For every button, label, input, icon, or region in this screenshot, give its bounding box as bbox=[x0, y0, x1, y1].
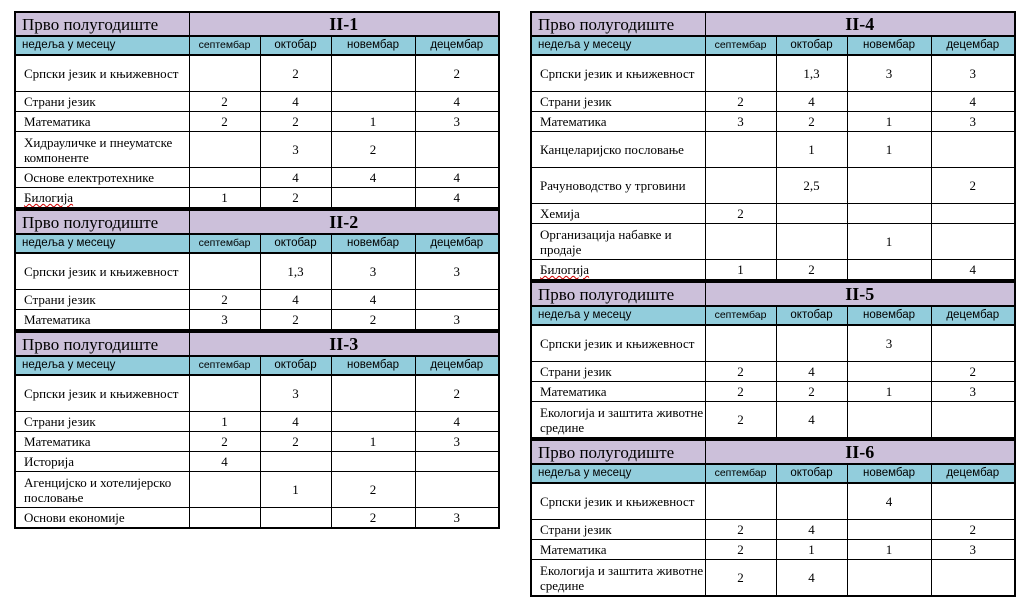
test-week-cell: 1,3 bbox=[260, 253, 331, 290]
test-week-cell: 4 bbox=[260, 168, 331, 188]
week-label: недеља у месецу bbox=[531, 36, 705, 55]
subject-name: Српски језик и књижевност bbox=[24, 386, 179, 401]
week-label: недеља у месецу bbox=[531, 464, 705, 483]
month-header: децембар bbox=[931, 464, 1015, 483]
subject-name: Математика bbox=[540, 384, 607, 399]
subject-cell bbox=[15, 432, 189, 452]
table-row bbox=[15, 412, 499, 432]
left-column bbox=[14, 11, 498, 529]
table-title-row bbox=[15, 332, 499, 356]
test-week-cell bbox=[847, 362, 931, 382]
test-week-cell bbox=[776, 483, 847, 520]
month-header: новембар bbox=[331, 356, 415, 375]
table-row bbox=[15, 132, 499, 168]
test-week-cell bbox=[931, 132, 1015, 168]
subject-name: Организација набавке и продаје bbox=[540, 226, 672, 257]
month-header-row bbox=[531, 306, 1015, 325]
month-header: септембар bbox=[189, 234, 260, 253]
schedule-table-ii-3 bbox=[14, 331, 500, 529]
test-week-cell: 3 bbox=[415, 253, 499, 290]
subject-name: Основи економије bbox=[24, 510, 125, 525]
subject-cell bbox=[531, 560, 705, 597]
test-week-cell: 2 bbox=[260, 310, 331, 331]
table-title-row bbox=[15, 210, 499, 234]
subject-cell bbox=[531, 483, 705, 520]
table-row bbox=[15, 188, 499, 209]
table-row bbox=[15, 310, 499, 331]
test-week-cell: 2 bbox=[776, 112, 847, 132]
test-week-cell: 3 bbox=[847, 325, 931, 362]
subject-name: Српски језик и књижевност bbox=[24, 66, 179, 81]
subject-cell bbox=[531, 168, 705, 204]
test-week-cell bbox=[705, 483, 776, 520]
table-row bbox=[531, 540, 1015, 560]
subject-cell bbox=[531, 112, 705, 132]
test-week-cell bbox=[931, 402, 1015, 439]
table-title-row bbox=[531, 440, 1015, 464]
month-header: октобар bbox=[260, 234, 331, 253]
table-row bbox=[531, 112, 1015, 132]
week-label: недеља у месецу bbox=[15, 36, 189, 55]
test-week-cell: 1 bbox=[776, 540, 847, 560]
test-week-cell: 2 bbox=[189, 290, 260, 310]
test-week-cell: 4 bbox=[847, 483, 931, 520]
test-week-cell bbox=[847, 560, 931, 597]
subject-cell bbox=[15, 112, 189, 132]
test-week-cell bbox=[705, 325, 776, 362]
test-week-cell: 1 bbox=[776, 132, 847, 168]
test-week-cell: 2 bbox=[331, 132, 415, 168]
table-row bbox=[15, 92, 499, 112]
subject-cell bbox=[15, 508, 189, 529]
month-header: децембар bbox=[415, 356, 499, 375]
semester-label: Прво полугодиште bbox=[15, 12, 189, 36]
subject-name: Математика bbox=[24, 114, 91, 129]
subject-cell bbox=[15, 290, 189, 310]
class-name: II-2 bbox=[189, 210, 499, 234]
subject-cell bbox=[531, 382, 705, 402]
subject-cell bbox=[15, 55, 189, 92]
schedule-table-ii-2 bbox=[14, 209, 500, 331]
subject-name: Агенцијско и хотелијерско пословање bbox=[24, 474, 172, 505]
table-row bbox=[15, 508, 499, 529]
table-row bbox=[531, 402, 1015, 439]
table-row bbox=[15, 290, 499, 310]
test-week-cell: 4 bbox=[931, 92, 1015, 112]
subject-name: Екологија и заштита животне средине bbox=[540, 404, 704, 435]
test-week-cell: 2 bbox=[931, 520, 1015, 540]
test-week-cell: 1 bbox=[705, 260, 776, 281]
test-week-cell bbox=[776, 224, 847, 260]
subject-name: Основе електротехнике bbox=[24, 170, 154, 185]
test-week-cell: 2 bbox=[260, 432, 331, 452]
test-week-cell: 2 bbox=[415, 375, 499, 412]
month-header: новембар bbox=[331, 234, 415, 253]
test-week-cell: 3 bbox=[931, 382, 1015, 402]
test-week-cell: 4 bbox=[260, 92, 331, 112]
month-header: септембар bbox=[189, 356, 260, 375]
month-header: децембар bbox=[931, 36, 1015, 55]
test-week-cell: 2 bbox=[260, 112, 331, 132]
test-week-cell: 3 bbox=[331, 253, 415, 290]
month-header: октобар bbox=[776, 306, 847, 325]
class-name: II-4 bbox=[705, 12, 1015, 36]
table-row bbox=[531, 483, 1015, 520]
month-header: децембар bbox=[415, 234, 499, 253]
month-header: октобар bbox=[260, 356, 331, 375]
subject-name: Канцеларијско пословање bbox=[540, 142, 684, 157]
subject-name: Математика bbox=[540, 114, 607, 129]
table-row bbox=[531, 132, 1015, 168]
test-week-cell: 4 bbox=[776, 92, 847, 112]
semester-label: Прво полугодиште bbox=[531, 282, 705, 306]
subject-cell bbox=[531, 260, 705, 281]
test-week-cell bbox=[189, 168, 260, 188]
subject-name: Екологија и заштита животне средине bbox=[540, 562, 704, 593]
subject-name: Рачуноводство у трговини bbox=[540, 178, 686, 193]
test-week-cell bbox=[331, 55, 415, 92]
test-week-cell: 3 bbox=[189, 310, 260, 331]
test-week-cell: 2 bbox=[705, 560, 776, 597]
subject-cell bbox=[531, 402, 705, 439]
schedule-table-ii-4 bbox=[530, 11, 1016, 281]
class-name: II-3 bbox=[189, 332, 499, 356]
test-week-cell bbox=[415, 472, 499, 508]
test-week-cell: 3 bbox=[931, 55, 1015, 92]
subject-cell bbox=[15, 472, 189, 508]
test-week-cell: 1,3 bbox=[776, 55, 847, 92]
test-week-cell bbox=[189, 55, 260, 92]
test-week-cell: 2 bbox=[415, 55, 499, 92]
test-week-cell: 2 bbox=[705, 362, 776, 382]
month-header-row bbox=[15, 356, 499, 375]
test-week-cell bbox=[847, 92, 931, 112]
month-header-row bbox=[15, 36, 499, 55]
test-week-cell: 1 bbox=[847, 382, 931, 402]
test-week-cell bbox=[331, 452, 415, 472]
subject-cell bbox=[531, 55, 705, 92]
test-week-cell: 1 bbox=[847, 112, 931, 132]
test-week-cell: 4 bbox=[189, 452, 260, 472]
test-week-cell: 2 bbox=[931, 362, 1015, 382]
month-header-row bbox=[531, 36, 1015, 55]
month-header: септембар bbox=[705, 464, 776, 483]
test-week-cell: 2 bbox=[189, 92, 260, 112]
table-row bbox=[531, 520, 1015, 540]
test-week-cell bbox=[415, 290, 499, 310]
month-header: октобар bbox=[776, 36, 847, 55]
test-week-cell: 3 bbox=[260, 132, 331, 168]
test-week-cell bbox=[331, 188, 415, 209]
test-week-cell: 1 bbox=[331, 112, 415, 132]
subject-cell bbox=[531, 132, 705, 168]
month-header: децембар bbox=[931, 306, 1015, 325]
subject-cell bbox=[15, 168, 189, 188]
subject-cell bbox=[531, 325, 705, 362]
right-column bbox=[530, 11, 1014, 597]
month-header: септембар bbox=[705, 36, 776, 55]
table-row bbox=[531, 224, 1015, 260]
month-header: октобар bbox=[260, 36, 331, 55]
schedule-table-ii-5 bbox=[530, 281, 1016, 439]
month-header: октобар bbox=[776, 464, 847, 483]
subject-cell bbox=[15, 310, 189, 331]
table-row bbox=[15, 168, 499, 188]
test-week-cell: 3 bbox=[705, 112, 776, 132]
subject-name: Страни језик bbox=[540, 522, 612, 537]
table-title-row bbox=[531, 12, 1015, 36]
test-week-cell: 3 bbox=[931, 112, 1015, 132]
test-week-cell bbox=[260, 508, 331, 529]
subject-cell bbox=[531, 540, 705, 560]
subject-cell bbox=[15, 188, 189, 209]
test-week-cell: 4 bbox=[776, 520, 847, 540]
test-week-cell bbox=[931, 560, 1015, 597]
test-week-cell bbox=[705, 132, 776, 168]
schedule-table-ii-1 bbox=[14, 11, 500, 209]
test-week-cell: 4 bbox=[931, 260, 1015, 281]
test-week-cell bbox=[931, 224, 1015, 260]
subject-name: Хемија bbox=[540, 206, 580, 221]
subject-name: Математика bbox=[24, 434, 91, 449]
table-row bbox=[531, 92, 1015, 112]
test-week-cell: 2 bbox=[776, 382, 847, 402]
table-row bbox=[531, 362, 1015, 382]
month-header: новембар bbox=[331, 36, 415, 55]
test-week-cell bbox=[705, 55, 776, 92]
subject-cell bbox=[15, 375, 189, 412]
semester-label: Прво полугодиште bbox=[531, 440, 705, 464]
test-week-cell bbox=[331, 412, 415, 432]
table-title-row bbox=[15, 12, 499, 36]
subject-cell bbox=[15, 253, 189, 290]
month-header-row bbox=[531, 464, 1015, 483]
month-header: септембар bbox=[189, 36, 260, 55]
semester-label: Прво полугодиште bbox=[15, 332, 189, 356]
test-week-cell: 2 bbox=[705, 382, 776, 402]
table-row bbox=[531, 168, 1015, 204]
test-week-cell: 2 bbox=[705, 204, 776, 224]
subject-name: Српски језик и књижевност bbox=[540, 336, 695, 351]
table-row bbox=[531, 325, 1015, 362]
table-row bbox=[531, 560, 1015, 597]
subject-name: Страни језик bbox=[24, 94, 96, 109]
test-week-cell bbox=[847, 260, 931, 281]
test-week-cell bbox=[847, 402, 931, 439]
table-row bbox=[15, 452, 499, 472]
subject-cell bbox=[15, 412, 189, 432]
class-name: II-5 bbox=[705, 282, 1015, 306]
test-week-cell: 1 bbox=[189, 412, 260, 432]
test-week-cell bbox=[189, 508, 260, 529]
test-week-cell: 3 bbox=[847, 55, 931, 92]
subject-name: Билогија bbox=[540, 262, 590, 277]
test-week-cell bbox=[705, 224, 776, 260]
test-week-cell: 1 bbox=[847, 132, 931, 168]
test-week-cell bbox=[931, 483, 1015, 520]
month-header: децембар bbox=[415, 36, 499, 55]
test-week-cell: 1 bbox=[847, 224, 931, 260]
month-header: новембар bbox=[847, 36, 931, 55]
test-week-cell bbox=[931, 325, 1015, 362]
test-week-cell bbox=[189, 472, 260, 508]
test-week-cell: 1 bbox=[847, 540, 931, 560]
test-week-cell: 1 bbox=[189, 188, 260, 209]
test-week-cell: 4 bbox=[776, 362, 847, 382]
test-week-cell: 4 bbox=[415, 92, 499, 112]
table-row bbox=[15, 253, 499, 290]
test-week-cell: 3 bbox=[415, 310, 499, 331]
subject-cell bbox=[531, 224, 705, 260]
test-week-cell bbox=[847, 168, 931, 204]
test-week-cell: 2,5 bbox=[776, 168, 847, 204]
test-week-cell: 4 bbox=[776, 402, 847, 439]
subject-cell bbox=[531, 204, 705, 224]
subject-cell bbox=[531, 362, 705, 382]
subject-cell bbox=[531, 520, 705, 540]
test-week-cell: 4 bbox=[415, 412, 499, 432]
month-header: новембар bbox=[847, 306, 931, 325]
subject-name: Српски језик и књижевност bbox=[24, 264, 179, 279]
test-week-cell bbox=[705, 168, 776, 204]
test-week-cell bbox=[415, 132, 499, 168]
table-title-row bbox=[531, 282, 1015, 306]
test-week-cell: 2 bbox=[705, 92, 776, 112]
test-week-cell: 2 bbox=[189, 432, 260, 452]
test-week-cell: 3 bbox=[415, 112, 499, 132]
test-week-cell: 2 bbox=[260, 188, 331, 209]
test-week-cell: 2 bbox=[705, 520, 776, 540]
test-week-cell bbox=[260, 452, 331, 472]
subject-name: Билогија bbox=[24, 190, 74, 205]
subject-name: Хидрауличке и пнеуматске компоненте bbox=[24, 134, 173, 165]
month-header-row bbox=[15, 234, 499, 253]
table-row bbox=[531, 55, 1015, 92]
subject-cell bbox=[531, 92, 705, 112]
test-week-cell bbox=[189, 132, 260, 168]
semester-label: Прво полугодиште bbox=[531, 12, 705, 36]
test-week-cell: 4 bbox=[331, 168, 415, 188]
test-week-cell: 4 bbox=[776, 560, 847, 597]
table-row bbox=[531, 204, 1015, 224]
test-week-cell: 3 bbox=[415, 432, 499, 452]
subject-name: Страни језик bbox=[540, 364, 612, 379]
subject-cell bbox=[15, 92, 189, 112]
week-label: недеља у месецу bbox=[531, 306, 705, 325]
subject-name: Српски језик и књижевност bbox=[540, 66, 695, 81]
test-week-cell bbox=[331, 92, 415, 112]
test-week-cell: 2 bbox=[331, 310, 415, 331]
test-week-cell: 4 bbox=[260, 412, 331, 432]
week-label: недеља у месецу bbox=[15, 234, 189, 253]
test-week-cell: 2 bbox=[189, 112, 260, 132]
table-row bbox=[15, 472, 499, 508]
semester-label: Прво полугодиште bbox=[15, 210, 189, 234]
subject-name: Српски језик и књижевност bbox=[540, 494, 695, 509]
table-row bbox=[15, 432, 499, 452]
test-week-cell bbox=[189, 375, 260, 412]
class-name: II-6 bbox=[705, 440, 1015, 464]
week-label: недеља у месецу bbox=[15, 356, 189, 375]
test-week-cell bbox=[776, 204, 847, 224]
test-week-cell: 4 bbox=[415, 168, 499, 188]
test-week-cell: 3 bbox=[260, 375, 331, 412]
table-row bbox=[531, 382, 1015, 402]
test-week-cell: 1 bbox=[331, 432, 415, 452]
schedule-table-ii-6 bbox=[530, 439, 1016, 597]
subject-name: Математика bbox=[24, 312, 91, 327]
month-header: септембар bbox=[705, 306, 776, 325]
test-week-cell: 2 bbox=[331, 508, 415, 529]
test-week-cell bbox=[331, 375, 415, 412]
test-week-cell: 2 bbox=[705, 540, 776, 560]
test-week-cell bbox=[189, 253, 260, 290]
test-week-cell: 2 bbox=[705, 402, 776, 439]
test-week-cell: 4 bbox=[260, 290, 331, 310]
table-row bbox=[15, 375, 499, 412]
subject-name: Математика bbox=[540, 542, 607, 557]
month-header: новембар bbox=[847, 464, 931, 483]
subject-name: Страни језик bbox=[24, 292, 96, 307]
test-week-cell: 2 bbox=[931, 168, 1015, 204]
test-week-cell: 4 bbox=[415, 188, 499, 209]
test-week-cell: 2 bbox=[260, 55, 331, 92]
test-week-cell bbox=[931, 204, 1015, 224]
class-name: II-1 bbox=[189, 12, 499, 36]
table-row bbox=[15, 112, 499, 132]
test-week-cell bbox=[847, 204, 931, 224]
subject-name: Страни језик bbox=[24, 414, 96, 429]
test-week-cell bbox=[847, 520, 931, 540]
test-week-cell: 2 bbox=[776, 260, 847, 281]
table-row bbox=[15, 55, 499, 92]
subject-name: Страни језик bbox=[540, 94, 612, 109]
test-week-cell bbox=[415, 452, 499, 472]
table-row bbox=[531, 260, 1015, 281]
test-week-cell: 2 bbox=[331, 472, 415, 508]
test-week-cell: 4 bbox=[331, 290, 415, 310]
subject-cell bbox=[15, 452, 189, 472]
test-week-cell: 1 bbox=[260, 472, 331, 508]
subject-name: Историја bbox=[24, 454, 75, 469]
test-week-cell: 3 bbox=[415, 508, 499, 529]
test-week-cell bbox=[776, 325, 847, 362]
subject-cell bbox=[15, 132, 189, 168]
test-week-cell: 3 bbox=[931, 540, 1015, 560]
